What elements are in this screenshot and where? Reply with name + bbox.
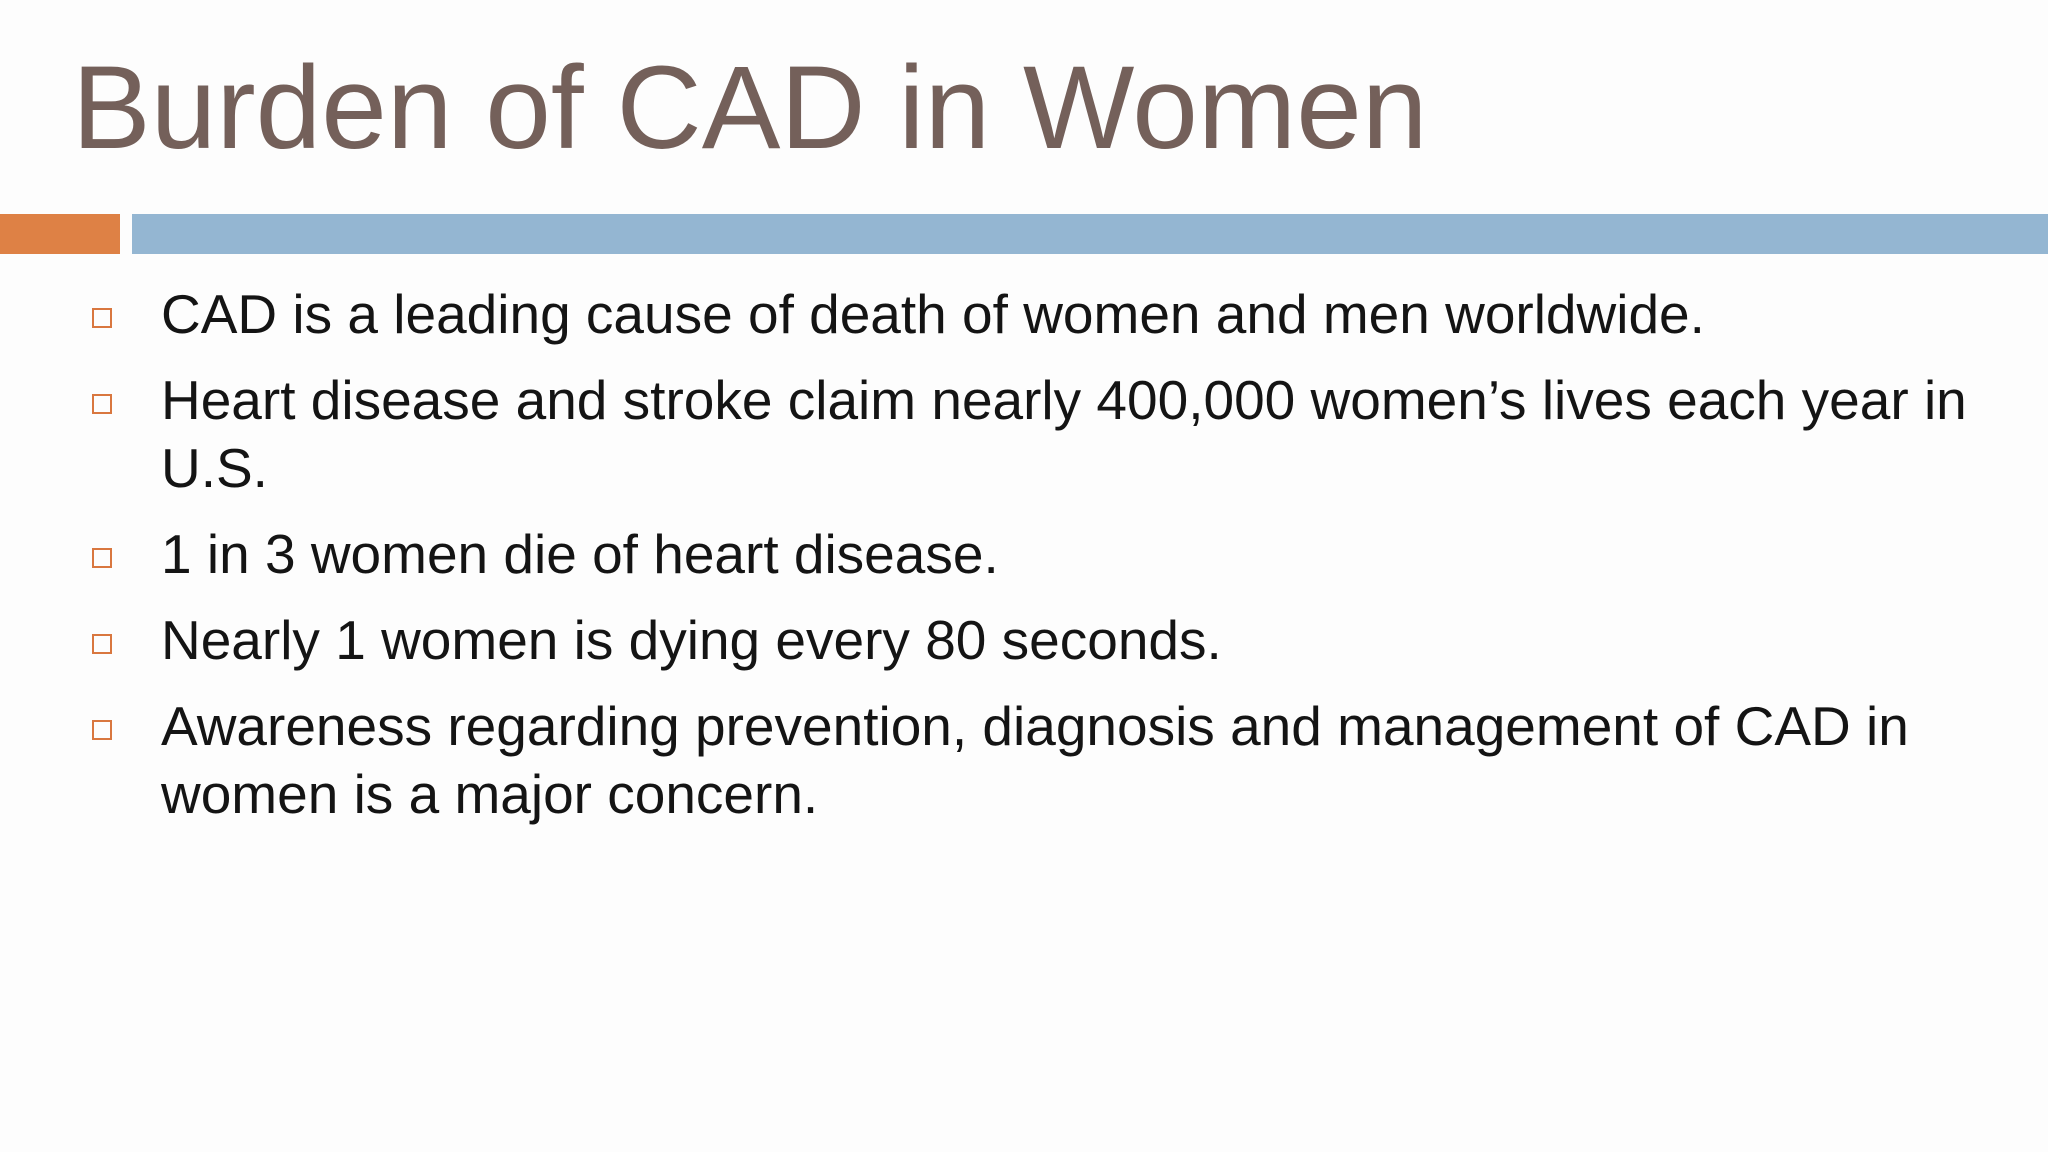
list-item [0, 692, 2048, 828]
title-divider-bar [132, 214, 2048, 254]
bullet-text: Nearly 1 women is dying every 80 seconds. [161, 609, 1222, 671]
hollow-square-icon [92, 394, 112, 414]
bullet-text: Awareness regarding prevention, diagnosis and management of CAD in women is a major concern. [161, 695, 1909, 825]
list-item [0, 520, 2048, 588]
title-accent-bar [0, 214, 120, 254]
hollow-square-icon [92, 548, 112, 568]
list-item [0, 280, 2048, 348]
hollow-square-icon [92, 720, 112, 740]
slide-title: Burden of CAD in Women [72, 42, 1428, 174]
hollow-square-icon [92, 634, 112, 654]
bullet-text: CAD is a leading cause of death of women and men worldwide. [161, 283, 1705, 345]
bullet-text: Heart disease and stroke claim nearly 400,000 women’s lives each year in U.S. [161, 369, 1967, 499]
list-item [0, 366, 2048, 502]
list-item [0, 606, 2048, 674]
hollow-square-icon [92, 308, 112, 328]
bullet-text: 1 in 3 women die of heart disease. [161, 523, 999, 585]
bullet-list [0, 280, 2048, 846]
